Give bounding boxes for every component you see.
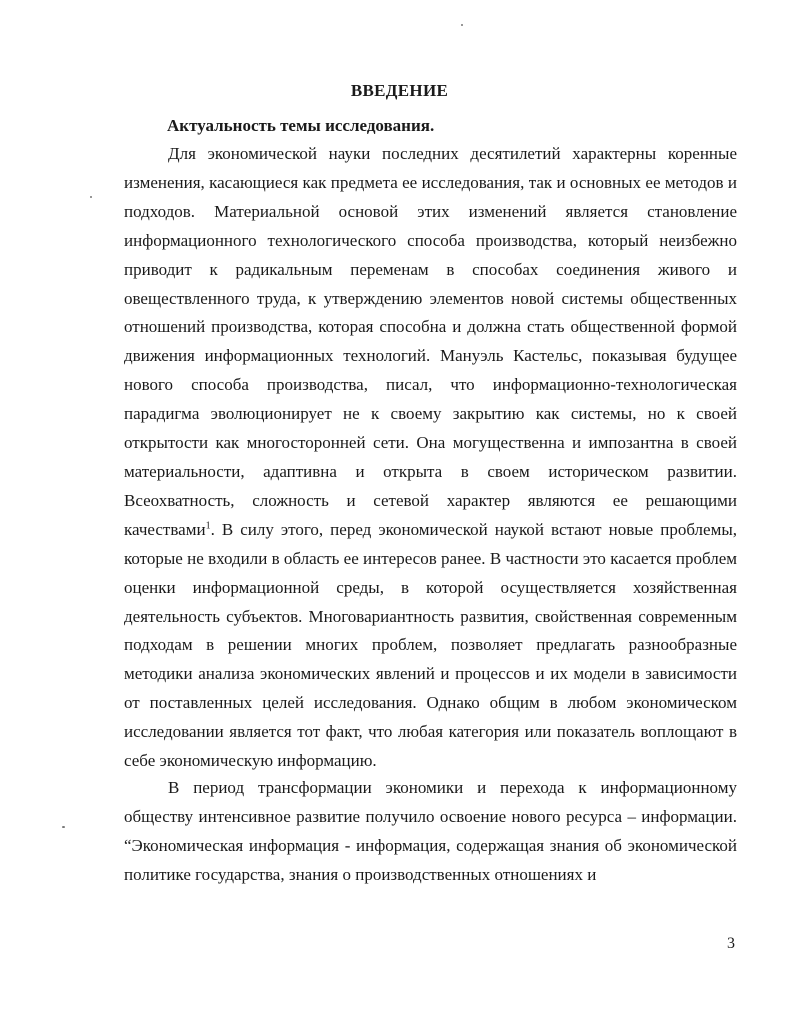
paragraph-2 (124, 774, 737, 890)
scan-speck (62, 826, 65, 828)
footnote-reference[interactable]: 1 (205, 520, 211, 532)
paragraph-1-text-part-1: Для экономической науки последних десятилетий характерны коренные изменения, касающиеся как предмета ее исследования, так и основных ее методов и подходов. Материальной основой этих изменений является становление информационного технологического способа производства, который неизбежно приводит к радикальным переменам в способах соединения живого и овеществленного труда, к утверждению элементов новой системы общественных отношений производства, которая способна и должна стать общественной формой движения информационных технологий. Мануэль Кастельс, показывая будущее нового способа производства, писал, что информационно-технологическая парадигма эволюционирует не к своему закрытию как системы, но к своей открытости как многосторонней сети. Она могущественна и импозантна в своей материальности, адаптивна и открыта в своем историческом развитии. Всеохватность, сложность и сетевой характер являются ее решающими качествами (124, 144, 737, 539)
page-title: ВВЕДЕНИЕ (350, 81, 449, 100)
scan-speck (461, 24, 463, 26)
paragraph-2-text: В период трансформации экономики и перехода к информационному обществу интенсивное развитие получило освоение нового ресурса – информации. “Экономическая информация - информация, содержащая знания об экономической политике государства, знания о производственных отношениях и (124, 778, 737, 884)
section-heading: Актуальность темы исследования. (167, 116, 435, 135)
paragraph-1 (124, 140, 737, 776)
scan-speck (90, 196, 92, 198)
page-number: 3 (727, 935, 735, 952)
paragraph-1-text-part-2: . В силу этого, перед экономической наукой встают новые проблемы, которые не входили в область ее интересов ранее. В частности это касается проблем оценки информационной среды, в которой осуществляется хозяйственная деятельность субъектов. Многовариантность развития, свойственная современным подходам в решении многих проблем, позволяет предлагать разнообразные методики анализа экономических явлений и процессов и их модели в зависимости от поставленных целей исследования. Однако общим в любом экономическом исследовании является тот факт, что любая категория или показатель воплощают в себе экономическую информацию. (124, 519, 737, 771)
